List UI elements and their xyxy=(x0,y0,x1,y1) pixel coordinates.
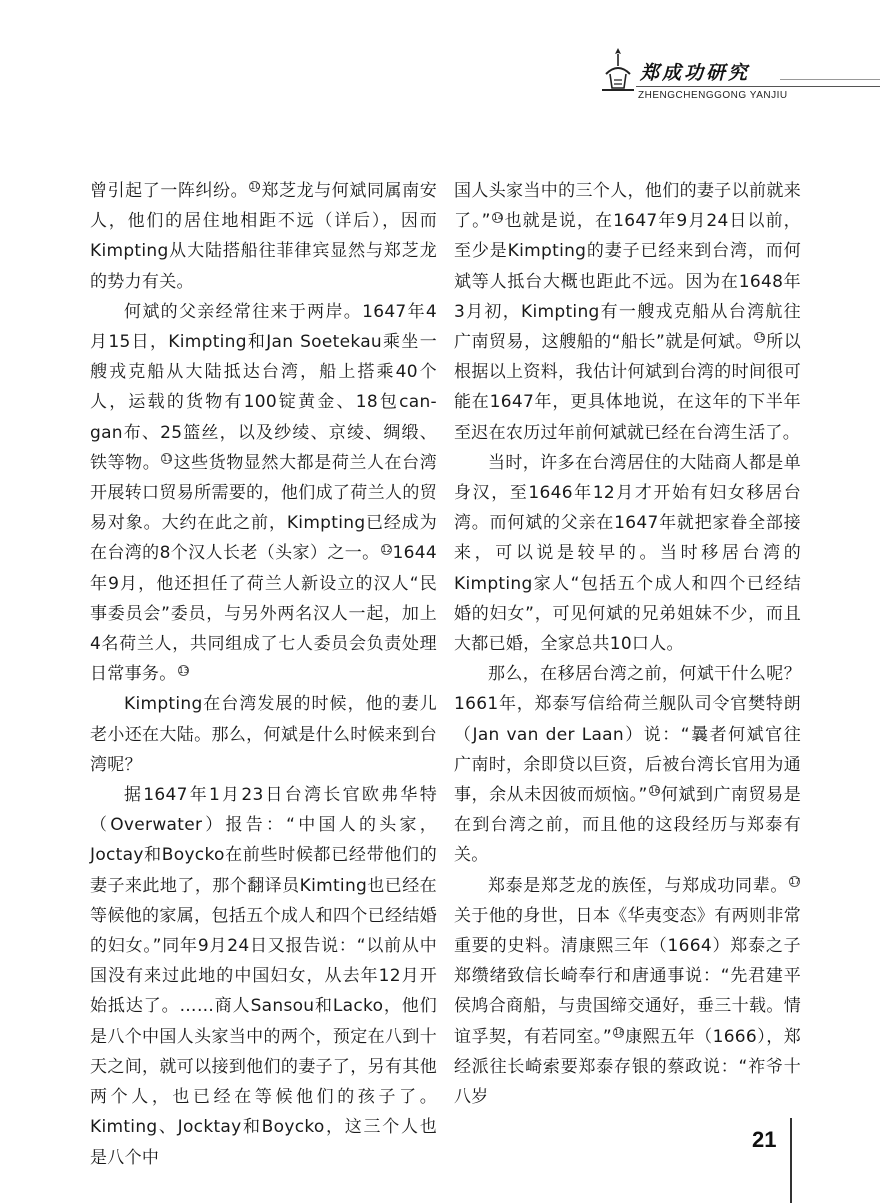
header-rule xyxy=(636,86,880,87)
journal-subtitle: ZHENGCHENGGONG YANJIU xyxy=(638,90,788,101)
paragraph-text: 当时，许多在台湾居住的大陆商人都是单身汉，至1646年12月才开始有妇女移居台湾。而何斌的父亲在1647年就把家眷全部接来，可以说是较早的。当时移居台湾的Kimpting家人“包括五个成人和四个已经结婚的妇女”，可见何斌的兄弟姐妹不少，而且大都已婚，全家总共10口人。 xyxy=(454,452,801,655)
page-number: 21 xyxy=(752,1127,777,1152)
paragraph-text: 郑泰是郑芝龙的族侄，与郑成功同辈。 xyxy=(488,875,788,896)
paragraph xyxy=(90,780,437,1173)
journal-logo-icon xyxy=(598,44,638,94)
header-rule-upper xyxy=(780,79,880,80)
paragraph xyxy=(90,297,437,690)
paragraph-text: 所以根据以上资料，我估计何斌到台湾的时间很可能在1647年，更具体地说，在这年的下半年至迟在农历过年前何斌就已经在台湾生活了。 xyxy=(454,332,801,443)
paragraph-text: 郑芝龙与何斌同属南安人，他们的居住地相距不远（详后），因而Kimpting从大陆搭船往菲律宾显然与郑芝龙的势力有关。 xyxy=(90,181,438,292)
paragraph xyxy=(454,871,801,1113)
footnote-marker: 17 xyxy=(790,877,801,887)
paragraph xyxy=(90,176,437,297)
paragraph-text: 据1647年1月23日台湾长官欧弗华特（Overwater）报告：“中国人的头家，Joctay和Boycko在前些时候都已经带他们的妻子来此地了，那个翻译员Kimting也已经在等候他的家属，包括五个成人和四个已经结婚的妇女。”同年9月24日又报告说：“以前从中国没有来过此地的中国妇女，从去年12月开始抵达了。……商人Sansou和Lacko，他们是八个中国人头家当中的两个，预定在八到十天之间，就可以接到他们的妻子了，另有其他两个人，也已经在等候他们的孩子了。Kimting、Jocktay和Boycko，这三个人也是八个中 xyxy=(90,785,437,1168)
footnote-marker: 11 xyxy=(162,454,173,464)
footnote-marker: 18 xyxy=(613,1028,625,1038)
paragraph-text: 也就是说，在1647年9月24日以前，至少是Kimpting的妻子已经来到台湾，而何斌等人抵台大概也距此不远。因为在1648年3月初，Kimpting有一艘戎克船从台湾航往广南贸易，这艘船的“船长”就是何斌。 xyxy=(454,211,801,353)
paragraph-text: 关于他的身世，日本《华夷变态》有两则非常重要的史料。清康熙三年（1664）郑泰之子郑缵绪致信长崎奉行和唐通事说：“先君建平侯鸠合商船，与贵国缔交通好，垂三十载。情谊孚契，有若同室。” xyxy=(454,905,801,1047)
paragraph xyxy=(90,689,437,780)
footnote-marker: 16 xyxy=(649,786,660,796)
paragraph-text: Kimpting在台湾发展的时候，他的妻儿老小还在大陆。那么，何斌是什么时候来到台湾呢？ xyxy=(90,694,437,775)
paragraph xyxy=(454,448,801,659)
page-header xyxy=(0,0,880,140)
right-column xyxy=(454,176,801,1112)
paragraph-text: 何斌的父亲经常往来于两岸。1647年4月15日，Kimpting和Jan Soetekau乘坐一艘戎克船从大陆抵达台湾，船上搭乘40个人，运载的货物有100锭黄金、18包can-gan布、25篮丝，以及纱绫、京绫、绸缎、铁等物。 xyxy=(90,301,437,473)
paragraph-text: 何斌到广南贸易是在到台湾之前，而且他的这段经历与郑泰有关。 xyxy=(454,785,801,866)
footer-rule xyxy=(790,1118,792,1203)
paragraph-text: 那么，在移居台湾之前，何斌干什么呢？1661年，郑泰写信给荷兰舰队司令官樊特朗（Jan van der Laan）说：“曩者何斌官往广南时，余即贷以巨资，后被台湾长官用为通事，余从未因彼而烦恼。” xyxy=(454,664,801,806)
paragraph xyxy=(454,176,801,448)
footnote-marker: 13 xyxy=(178,665,189,675)
footnote-marker: 12 xyxy=(381,544,392,554)
footnote-marker: 14 xyxy=(492,212,503,222)
left-column xyxy=(90,176,437,1173)
paragraph-text: 1644年9月，他还担任了荷兰人新设立的汉人“民事委员会”委员，与另外两名汉人一起，加上4名荷兰人，共同组成了七人委员会负责处理日常事务。 xyxy=(90,543,437,685)
footnote-marker: 10 xyxy=(250,182,261,192)
paragraph xyxy=(454,659,801,870)
paragraph-text: 曾引起了一阵纠纷。 xyxy=(90,181,249,201)
paragraph-text: 康熙五年（1666），郑经派往长崎索要郑泰存银的蔡政说：“祚爷十八岁 xyxy=(454,1026,801,1108)
footnote-marker: 15 xyxy=(754,333,766,343)
paragraph-text: 国人头家当中的三个人，他们的妻子以前就来了。” xyxy=(454,181,801,232)
journal-title: 郑成功研究 xyxy=(640,62,751,84)
paragraph-text: 这些货物显然大都是荷兰人在台湾开展转口贸易所需要的，他们成了荷兰人的贸易对象。大约在此之前，Kimpting已经成为在台湾的8个汉人长老（头家）之一。 xyxy=(90,452,438,564)
